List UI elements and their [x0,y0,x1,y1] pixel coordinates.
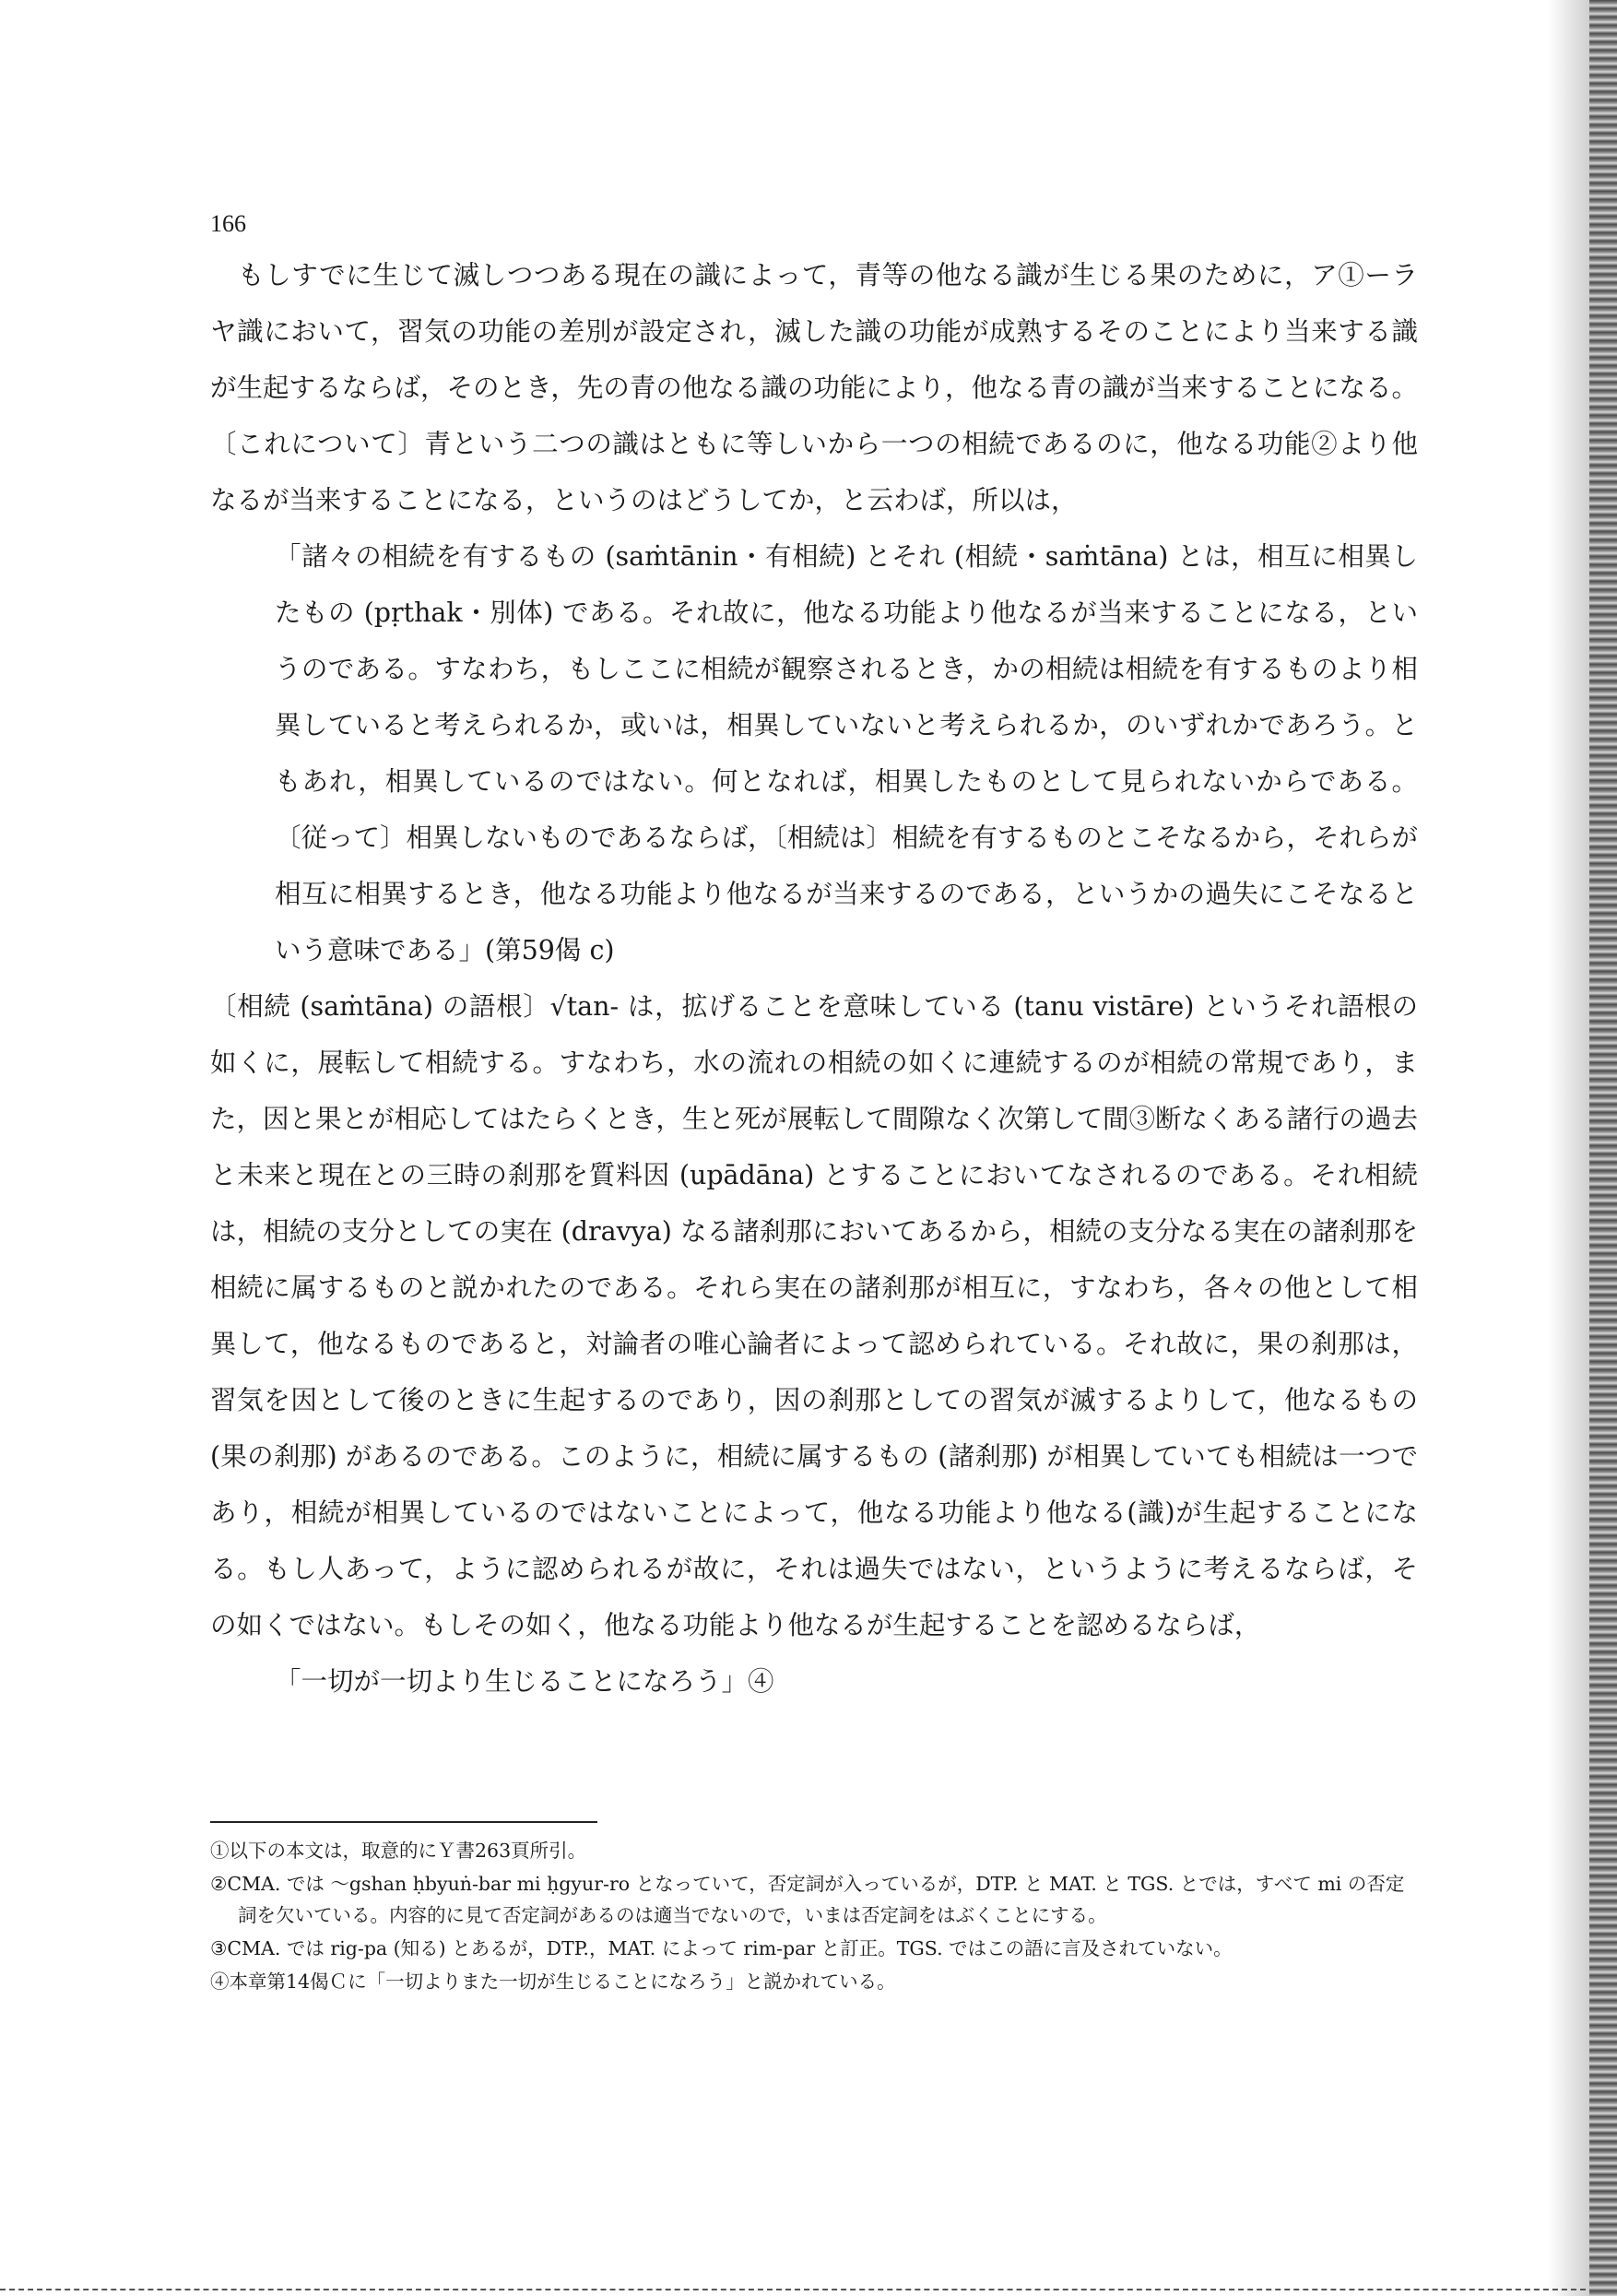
scan-shadow [1548,0,1589,2296]
scan-edge [1589,0,1617,2296]
closing-quote: 「一切が一切より生じることになろう」④ [275,1666,774,1697]
page-number: 166 [210,210,246,237]
quote-block: 「諸々の相続を有するもの (saṁtānin・有相続) とそれ (相続・saṁtāna) とは，相互に相異したもの (pṛthak・別体) である。それ故に，他なる功能より他なるが当来することになる，というのである。すなわち，もしここに相続が観察されるとき，かの相続は相続を有するものより相異していると考えられるか，或いは，相異していないと考えられるか，のいずれかであろう。ともあれ，相異しているのではない。何となれば，相異したものとして見られないからである。〔従って〕相異しないものであるならば，〔相続は〕相続を有するものとこそなるから，それらが相互に相異するとき，他なる功能より他なるが当来するのである，というかの過失にこそなるという意味である」(第59偈 c) [275,541,1418,965]
paragraph-2: 〔相続 (saṁtāna) の語根〕√tan- は，拡げることを意味している (tanu vistāre) というそれ語根の如くに，展転して相続する。すなわち，水の流れの相続の如くに連続するのが相続の常規であり，また，因と果とが相応してはたらくとき，生と死が展転して間隙なく次第して間③断なくある諸行の過去と未来と現在との三時の刹那を質料因 (upādāna) とすることにおいてなされるのである。それ相続は，相続の支分としての実在 (dravya) なる諸刹那においてあるから，相続の支分なる実在の諸刹那を相続に属するものと説かれたのである。それら実在の諸刹那が相互に，すなわち，各々の他として相異して，他なるものであると，対論者の唯心論者によって認められている。それ故に，果の刹那は，習気を因として後のときに生起するのであり，因の刹那としての習気が滅するよりして，他なるもの (果の刹那) があるのである。このように，相続に属するもの (諸刹那) が相異していても相続は一つであり，相続が相異しているのではないことによって，他なる功能より他なる(識)が生起することになる。もし人あって，ように認められるが故に，それは過失ではない，というように考えるならば，その如くではない。もしその如く，他なる功能より他なるが生起することを認めるならば， [210,991,1418,1640]
footnote-divider [210,1821,597,1823]
paragraph-1: もしすでに生じて滅しつつある現在の識によって，青等の他なる識が生じる果のために，ア①ーラヤ識において，習気の功能の差別が設定され，滅した識の功能が成熟するそのことにより当来する識が生起するならば，そのとき，先の青の他なる識の功能により，他なる青の識が当来することになる。〔これについて〕青という二つの識はともに等しいから一つの相続であるのに，他なる功能②より他なるが当来することになる，というのはどうしてか，と云わば，所以は， [210,260,1418,515]
footnote-1: ①以下の本文は，取意的にＹ書263頁所引。 [210,1840,587,1862]
footnotes [210,1835,1418,1999]
footnote-3: ③CMA. では rig-pa (知る) とあるが，DTP.，MAT. によって rim-par と訂正。TGS. ではこの語に言及されていない。 [210,1937,1233,1959]
main-text [210,247,1418,1713]
scan-bottom-edge [0,2289,1586,2290]
footnote-2: ②CMA. では ～gshan ḥbyuṅ-bar mi ḥgyur-ro となっていて，否定詞が入っているが，DTP. と MAT. と TGS. とでは，すべて mi の否定詞を欠いている。内容的に見て否定詞があるのは適当でないので，いまは否定詞をはぶくことにする。 [210,1873,1405,1926]
footnote-4: ④本章第14偈Ｃに「一切よりまた一切が生じることになろう」と説かれている。 [210,1971,896,1993]
